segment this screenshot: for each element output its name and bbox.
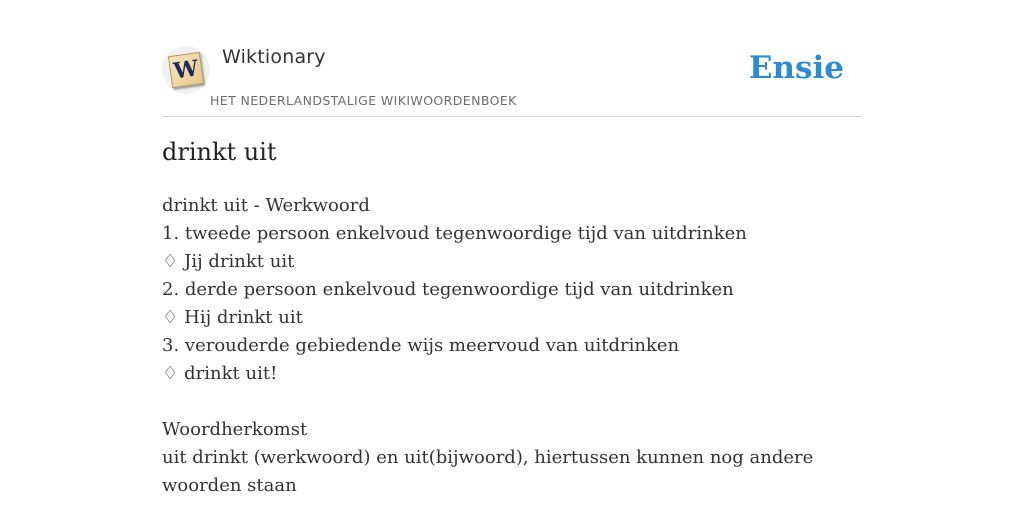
example-2: [162, 304, 862, 332]
example-3: [162, 360, 862, 388]
example-text: drinkt uit!: [184, 363, 278, 384]
etymology-text: uit drinkt (werkwoord) en uit(bijwoord), hiertussen kunnen nog andere woorden staan: [162, 447, 814, 496]
logo-tile: W: [168, 52, 204, 88]
spacer: [162, 388, 862, 416]
example-text: Hij drinkt uit: [184, 307, 303, 328]
diamond-icon: ♢: [162, 251, 179, 272]
site-header: [162, 40, 862, 117]
ensie-brand-link[interactable]: Ensie: [748, 50, 844, 86]
diamond-icon: ♢: [162, 363, 179, 384]
site-tagline: HET NEDERLANDSTALIGE WIKIWOORDENBOEK: [210, 93, 517, 108]
etymology-heading: Woordherkomst: [162, 419, 308, 440]
definition-3: 3. verouderde gebiedende wijs meervoud van uitdrinken: [162, 335, 680, 356]
definition-2: 2. derde persoon enkelvoud tegenwoordige tijd van uitdrinken: [162, 279, 734, 300]
example-text: Jij drinkt uit: [184, 251, 295, 272]
diamond-icon: ♢: [162, 307, 179, 328]
entry-content: [162, 192, 862, 500]
entry-heading: drinkt uit - Werkwoord: [162, 195, 370, 216]
wiktionary-logo-icon[interactable]: [162, 46, 210, 94]
example-1: [162, 248, 862, 276]
site-name[interactable]: Wiktionary: [222, 46, 326, 68]
definition-1: 1. tweede persoon enkelvoud tegenwoordige tijd van uitdrinken: [162, 223, 747, 244]
page-title: drinkt uit: [162, 138, 277, 166]
